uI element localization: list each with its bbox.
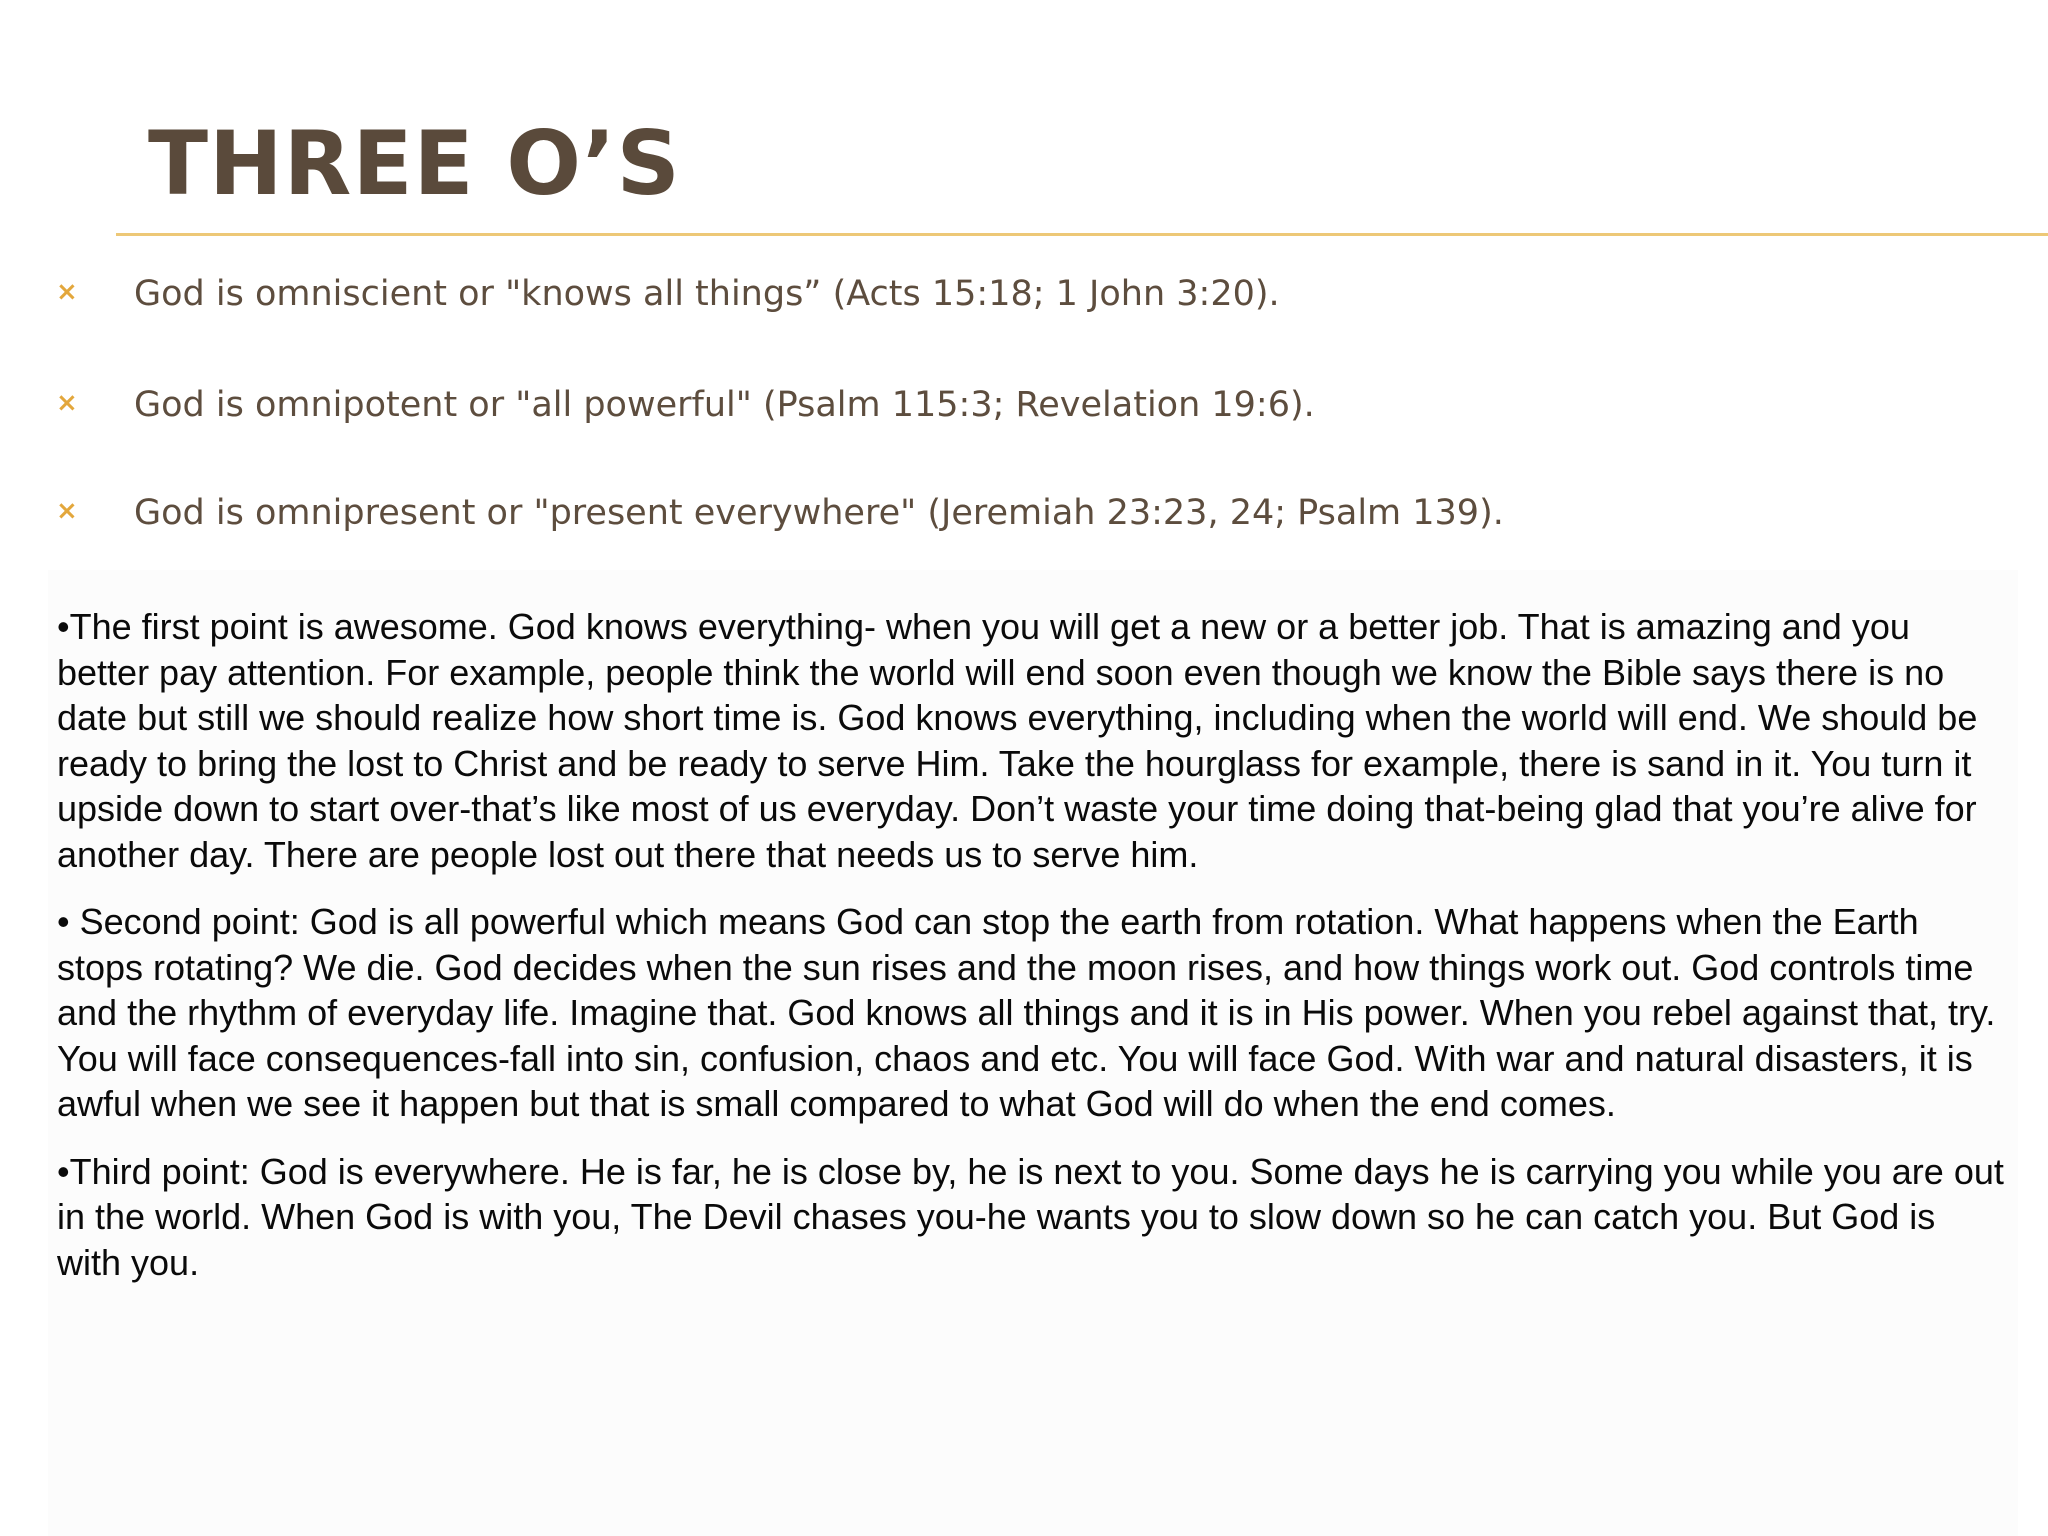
- note-paragraph-third-point: •Third point: God is everywhere. He is far, he is close by, he is next to you. Some days he is carrying you while you are out in the world. When God is with you, The Devil chases you-he wants you to slow down so he can catch you. But God is with you.: [57, 1150, 2004, 1283]
- note-paragraph-first-point: •The first point is awesome. God knows everything- when you will get a new or a better job. That is amazing and you better pay attention. For example, people think the world will end soon even though we know the Bible says there is no date but still we should realize how short time is. God knows everything, including when the world will end. We should be ready to bring the lost to Christ and be ready to serve Him. Take the hourglass for example, there is sand in it. You turn it upside down to start over-that’s like most of us everyday. Don’t waste your time doing that-being glad that you’re alive for another day. There are people lost out there that needs us to serve him.: [57, 606, 1978, 875]
- bullet-item-omniscient: [0, 270, 2048, 320]
- bullet-item-omnipotent: [0, 381, 2048, 431]
- notes-section: [57, 604, 2007, 1285]
- slide-title: THREE O’S: [148, 112, 681, 215]
- bullet-item-omnipresent: [0, 489, 2048, 539]
- bullet-text: God is omnipotent or "all powerful" (Psalm 115:3; Revelation 19:6).: [134, 385, 1315, 425]
- cross-bullet-icon: ×: [56, 496, 78, 526]
- cross-bullet-icon: ×: [56, 388, 78, 418]
- cross-bullet-icon: ×: [56, 277, 78, 307]
- title-divider: [116, 233, 2048, 236]
- bullet-text: God is omnipresent or "present everywhere" (Jeremiah 23:23, 24; Psalm 139).: [134, 493, 1504, 533]
- note-paragraph-second-point: • Second point: God is all powerful which means God can stop the earth from rotation. What happens when the Earth stops rotating? We die. God decides when the sun rises and the moon rises, and how things work out. God controls time and the rhythm of everyday life. Imagine that. God knows all things and it is in His power. When you rebel against that, try. You will face consequences-fall into sin, confusion, chaos and etc. You will face God. With war and natural disasters, it is awful when we see it happen but that is small compared to what God will do when the end comes.: [57, 901, 1996, 1124]
- bullet-text: God is omniscient or "knows all things” (Acts 15:18; 1 John 3:20).: [134, 274, 1280, 314]
